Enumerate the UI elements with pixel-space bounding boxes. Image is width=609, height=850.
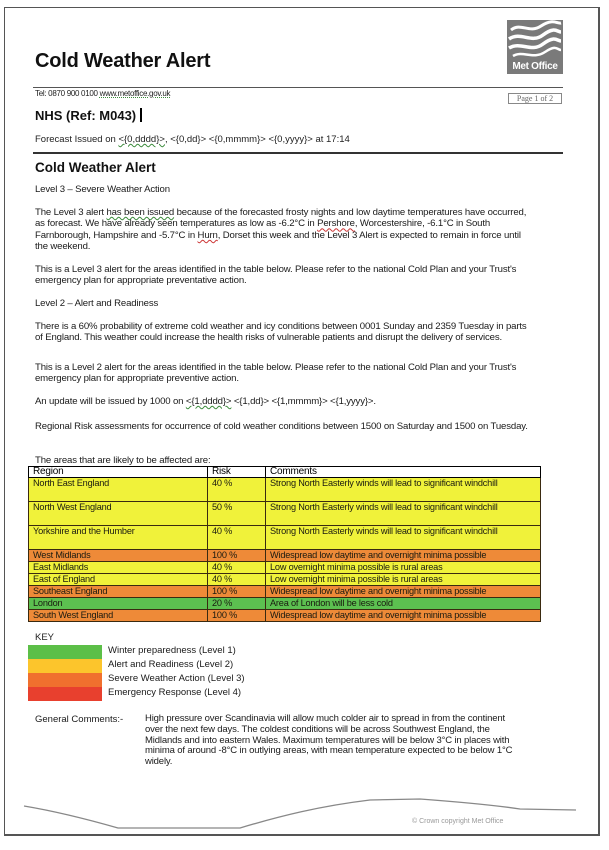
document-title: Cold Weather Alert [35,50,211,72]
column-header-risk: Risk [208,467,266,478]
comment-cell: Area of London will be less cold [266,598,541,610]
text-run: , Worcestershire, -6.1°C in South Farnborough, Hampshire and -5.7°C in [35,218,491,241]
table-intro: The areas that are likely to be affected are: [35,455,211,466]
recipient-label: NHS (Ref: M043) [35,108,137,123]
table-header-row [29,467,541,478]
region-cell: Southeast England [29,586,208,598]
update-date-fields[interactable]: <{1,dd}> <{1,mmmm}> <{1,yyyy}>. [231,396,376,407]
risk-cell: 100 % [208,610,266,622]
update-prefix: An update will be issued by 1000 on [35,396,186,407]
update-line [35,396,535,407]
level2-paragraph-2: This is a Level 2 alert for the areas identified in the table below. Please refer to the national Cold Plan and your Trust's emergency plan for appropriate preventive action. [35,362,517,385]
region-cell: East Midlands [29,562,208,574]
risk-cell: 100 % [208,550,266,562]
level2-title: Level 2 – Alert and Readiness [35,298,159,309]
text-run: The Level 3 alert [35,207,107,218]
risk-cell: 50 % [208,502,266,526]
website-link[interactable]: www.metoffice.gov.uk [99,89,171,98]
key-swatch-level4 [28,687,102,701]
table-row [29,478,541,502]
key-label-level1: Winter preparedness (Level 1) [108,645,236,656]
spelling-flagged-text: Hurn [197,229,218,241]
forecast-day-field[interactable]: <{0,dddd}> [118,134,165,145]
column-header-region: Region [29,467,208,478]
risk-cell: 100 % [208,586,266,598]
key-title: KEY [35,632,55,643]
key-label-level3: Severe Weather Action (Level 3) [108,673,245,684]
text-run: because of the forecasted frosty nights and low daytime temperatures have occurred, as forecast. We have already seen temperatures as low as -6.2°C in [35,207,527,230]
risk-cell: 40 % [208,574,266,586]
comment-cell: Widespread low daytime and overnight minima possible [266,586,541,598]
region-cell: South West England [29,610,208,622]
update-day-field[interactable]: <{1,dddd}> [185,396,232,407]
comment-cell: Low overnight minima possible is rural areas [266,574,541,586]
region-cell: North West England [29,502,208,526]
region-cell: West Midlands [29,550,208,562]
forecast-time: at 17:14 [312,134,350,145]
region-cell: London [29,598,208,610]
table-row [29,526,541,550]
level2-paragraph-1: There is a 60% probability of extreme cold weather and icy conditions between 0001 Sunday and 2359 Tuesday in parts of England. This weather could increase the health risks of vulnerable patients and disrupt the delivery of services. [35,321,527,344]
risk-cell: 40 % [208,526,266,550]
copyright-notice: © Crown copyright Met Office [412,818,504,825]
text-cursor [140,108,142,122]
forecast-date-fields[interactable]: <{0,dd}> <{0,mmmm}> <{0,yyyy}> [170,134,313,145]
forecast-separator: , [164,134,171,145]
section-divider [33,152,563,154]
comment-cell: Widespread low daytime and overnight minima possible [266,610,541,622]
key-label-level2: Alert and Readiness (Level 2) [108,659,234,670]
table-row [29,502,541,526]
level3-paragraph-2: This is a Level 3 alert for the areas identified in the table below. Please refer to the national Cold Plan and your Trust's emergency plan for appropriate preventative action. [35,264,517,287]
comment-cell: Low overnight minima possible is rural areas [266,562,541,574]
header-divider [33,87,563,88]
general-comments-text: High pressure over Scandinavia will allow much colder air to spread in from the continent over the next few days. The coldest conditions will be across Southwest England, the Midlands and into eastern Wales. Maximum temperatures will be below 3°C in places with minima of around -8°C in outlying areas, with mean temperature expected to be below 1°C widely. [145,713,513,768]
text-run: , Dorset this week and the Level 3 Alert is expected to remain in force until the weekend. [35,229,521,253]
comment-cell: Widespread low daytime and overnight minima possible [266,550,541,562]
wave-logo-icon [507,20,563,60]
region-cell: Yorkshire and the Humber [29,526,208,550]
recipient-ref[interactable] [35,108,142,123]
regional-risk-text: Regional Risk assessments for occurrence of cold weather conditions between 1500 on Saturday and 1500 on Tuesday. [35,421,528,432]
region-cell: East of England [29,574,208,586]
key-label-level4: Emergency Response (Level 4) [108,687,242,698]
table-row [29,610,541,622]
table-row [29,550,541,562]
affected-areas-table [28,466,541,622]
table-row [29,562,541,574]
comment-cell: Strong North Easterly winds will lead to significant windchill [266,502,541,526]
risk-cell: 40 % [208,562,266,574]
key-swatch-level3 [28,673,102,687]
met-office-logo [507,20,563,74]
comment-cell: Strong North Easterly winds will lead to significant windchill [266,478,541,502]
telephone-number: Tel: 0870 900 0100 [35,89,98,98]
column-header-comments: Comments [266,467,541,478]
forecast-issued-line [35,134,350,145]
table-row [29,586,541,598]
risk-cell: 40 % [208,478,266,502]
level3-paragraph-1 [35,207,535,253]
contact-line [35,89,170,98]
forecast-prefix: Forecast Issued on [35,134,119,145]
spelling-flagged-text: Pershore [317,218,355,230]
general-comments-label: General Comments:- [35,714,124,725]
comment-cell: Strong North Easterly winds will lead to significant windchill [266,526,541,550]
key-swatch-level1 [28,645,102,659]
table-row [29,598,541,610]
grammar-flagged-text: has been issued [106,207,175,218]
risk-cell: 20 % [208,598,266,610]
key-swatch-level2 [28,659,102,673]
region-cell: North East England [29,478,208,502]
footer-wave-decoration [0,790,609,840]
table-row [29,574,541,586]
logo-text: Met Office [512,61,558,72]
level3-title: Level 3 – Severe Weather Action [35,184,170,195]
alert-heading: Cold Weather Alert [35,160,156,175]
page-indicator: Page 1 of 2 [508,93,562,104]
